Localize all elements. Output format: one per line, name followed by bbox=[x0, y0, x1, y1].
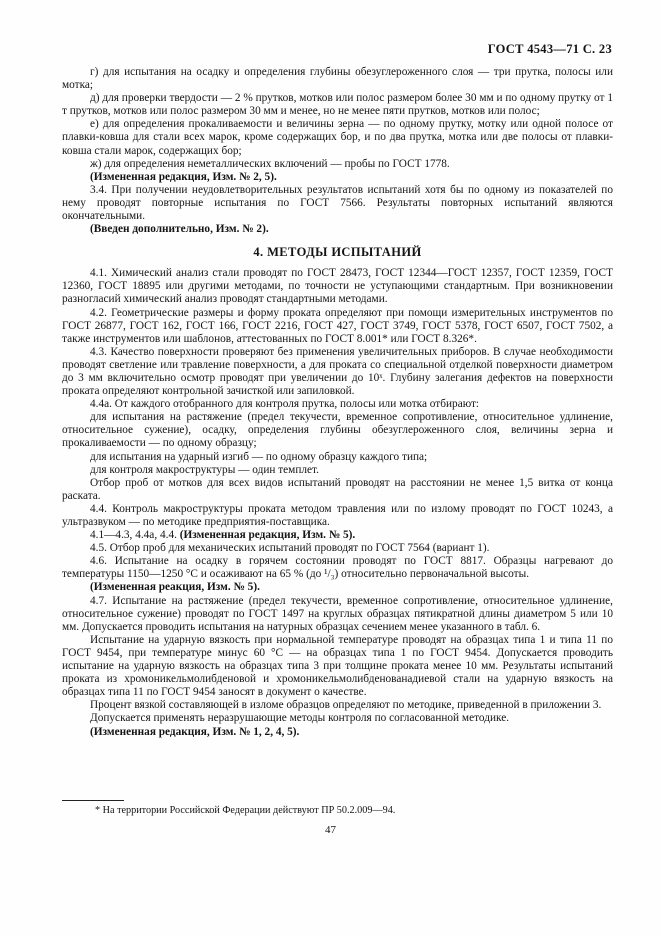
paragraph-run-bold: (Измененная редакция, Изм. № 5). bbox=[179, 529, 356, 542]
paragraph-run: 4.5. Отбор проб для механических испытаний проводят по ГОСТ 7564 (вариант 1). bbox=[90, 542, 490, 555]
paragraph bbox=[62, 118, 613, 157]
footnote-rule bbox=[62, 800, 124, 801]
paragraph-run: Испытание на ударную вязкость при нормальной температуре проводят на образцах типа 1 и типа 11 по ГОСТ 9454, при температуре минус 60 °С — на образцах типа 1 по ГОСТ 9454. Допускается проводить испытание на ударную вязкость на образцах типа 3 при толщине проката менее 10 мм. Результаты испытаний проката из хромоникельмолибденовой и хромоникельмолибденованадиевой стали на ударную вязкость на образцах типа 11 по ГОСТ 9454 заносят в документ о качестве. bbox=[62, 633, 613, 699]
paragraph-run-bold: (Измененная реакция, Изм. № 5). bbox=[90, 581, 260, 594]
paragraph-run: 4.7. Испытание на растяжение (предел текучести, временное сопротивление, относительное удлинение, относительное сужение) проводят по ГОСТ 1497 на круглых образцах пятикратной длины диаметром 5 или 10 мм. Допускается проводить испытания на натурных образцах сечением менее указанного в табл. 6. bbox=[62, 594, 613, 633]
running-header: ГОСТ 4543—71 С. 23 bbox=[487, 42, 612, 56]
paragraph-run: для испытания на ударный изгиб — по одному образцу каждого типа; bbox=[90, 450, 428, 463]
paragraph bbox=[62, 307, 613, 346]
document-body bbox=[62, 66, 613, 739]
section-heading: 4. МЕТОДЫ ИСПЫТАНИЙ bbox=[253, 245, 422, 260]
footnote-area bbox=[62, 800, 613, 817]
paragraph bbox=[62, 529, 613, 542]
paragraph-run: 4.1. Химический анализ стали проводят по ГОСТ 28473, ГОСТ 12344—ГОСТ 12357, ГОСТ 12359, ГОСТ 12360, ГОСТ 18895 или другими методами, по точности не уступающими стандартным. При возникновении разногласий химический анализ проводят стандартными методами. bbox=[62, 267, 613, 306]
paragraph-run: 4.2. Геометрические размеры и форму проката определяют при помощи измерительных инструментов по ГОСТ 26877, ГОСТ 162, ГОСТ 166, ГОСТ 2216, ГОСТ 427, ГОСТ 3749, ГОСТ 5378, ГОСТ 6507, ГОСТ 7502, а также инструментов или шаблонов, аттестованных по ГОСТ 8.001* или ГОСТ 8.326*. bbox=[62, 306, 613, 345]
paragraph-run: д) для проверки твердости — 2 % прутков, мотков или полос размером более 30 мм и по одному прутку от 1 т прутков, мотков или полос размером 30 мм и менее, но не менее пяти прутков, мотков или полос; bbox=[62, 92, 613, 118]
paragraph bbox=[62, 398, 613, 411]
paragraph bbox=[62, 346, 613, 398]
paragraph bbox=[62, 477, 613, 503]
paragraph bbox=[62, 267, 613, 306]
paragraph-run: для испытания на растяжение (предел текучести, временное сопротивление, относительное удлинение, относительное сужение), осадку, определения глубины обезуглероженного слоя, величины зерна и прокаливаемости — по одному образцу; bbox=[62, 411, 613, 450]
paragraph bbox=[62, 726, 613, 739]
section-3-paragraphs bbox=[62, 66, 613, 236]
page-number: 47 bbox=[325, 824, 336, 836]
paragraph bbox=[62, 595, 613, 634]
paragraph-run: 3.4. При получении неудовлетворительных результатов испытаний хотя бы по одному из показателей по нему проводят повторные испытания по ГОСТ 7566. Результаты повторных испытаний являются окончательными. bbox=[62, 183, 613, 223]
paragraph-run: 4.4а. От каждого отобранного для контроля прутка, полосы или мотка отбирают: bbox=[90, 398, 480, 411]
paragraph-run: Допускается применять неразрушающие методы контроля по согласованной методике. bbox=[90, 712, 510, 725]
footnote-text: * На территории Российской Федерации действуют ПР 50.2.009—94. bbox=[95, 805, 396, 816]
paragraph-run: для контроля макроструктуры — один темплет. bbox=[90, 463, 319, 476]
paragraph bbox=[62, 503, 613, 529]
paragraph bbox=[62, 634, 613, 699]
paragraph bbox=[62, 451, 613, 464]
paragraph-run: 4.6. Испытание на осадку в горячем состоянии проводят по ГОСТ 8817. Образцы нагревают до температуры 1150—1250 °С и осаживают на 65 % (до ¹/₃) относительно первоначальной высоты. bbox=[62, 555, 613, 581]
paragraph bbox=[62, 411, 613, 450]
paragraph bbox=[62, 184, 613, 223]
paragraph-run: ж) для определения неметаллических включений — пробы по ГОСТ 1778. bbox=[90, 157, 450, 170]
paragraph bbox=[62, 464, 613, 477]
section-4-paragraphs bbox=[62, 267, 613, 738]
paragraph bbox=[62, 92, 613, 118]
paragraph-run: 4.3. Качество поверхности проверяют без применения увеличительных приборов. В случае необходимости проводят светление или травление поверхности, а для проката со специальной отделкой поверхности диаметром до 3 мм включительно осмотр проводят при увеличении до 10ˣ. Глубину залегания дефектов на поверхности проката определяют контрольной зачисткой или запиловкой. bbox=[62, 345, 613, 398]
paragraph bbox=[62, 581, 613, 594]
paragraph-run: Процент вязкой составляющей в изломе образцов определяют по методике, приведенной в приложении 3. bbox=[90, 699, 602, 712]
paragraph bbox=[62, 555, 613, 581]
paragraph bbox=[62, 542, 613, 555]
paragraph-run: 4.1—4.3, 4.4а, 4.4. bbox=[90, 529, 180, 542]
paragraph-run-bold: (Измененная редакция, Изм. № 1, 2, 4, 5). bbox=[90, 725, 300, 738]
paragraph bbox=[62, 66, 613, 92]
paragraph bbox=[62, 712, 613, 725]
paragraph bbox=[62, 699, 613, 712]
paragraph-run: Отбор проб от мотков для всех видов испытаний проводят на расстоянии не менее 1,5 витка от конца раската. bbox=[62, 476, 613, 502]
paragraph-run: е) для определения прокаливаемости и величины зерна — по одному прутку, мотку или одной полосе от плавки-ковша для стали всех марок, кроме содержащих бор, и по два прутка, мотка или две полосы от плавки-ковша стали марок, содержащих бор; bbox=[62, 118, 613, 157]
paragraph-run-bold: (Измененная редакция, Изм. № 2, 5). bbox=[90, 170, 277, 183]
paragraph bbox=[62, 158, 613, 171]
paragraph bbox=[62, 223, 613, 236]
paragraph-run: г) для испытания на осадку и определения глубины обезуглероженного слоя — три прутка, полосы или мотка; bbox=[62, 66, 613, 92]
paragraph-run-bold: (Введен дополнительно, Изм. № 2). bbox=[90, 223, 269, 236]
paragraph-run: 4.4. Контроль макроструктуры проката методом травления или по излому проводят по ГОСТ 10243, а ультразвуком — по методике предприятия-поставщика. bbox=[62, 502, 613, 528]
paragraph bbox=[62, 171, 613, 184]
